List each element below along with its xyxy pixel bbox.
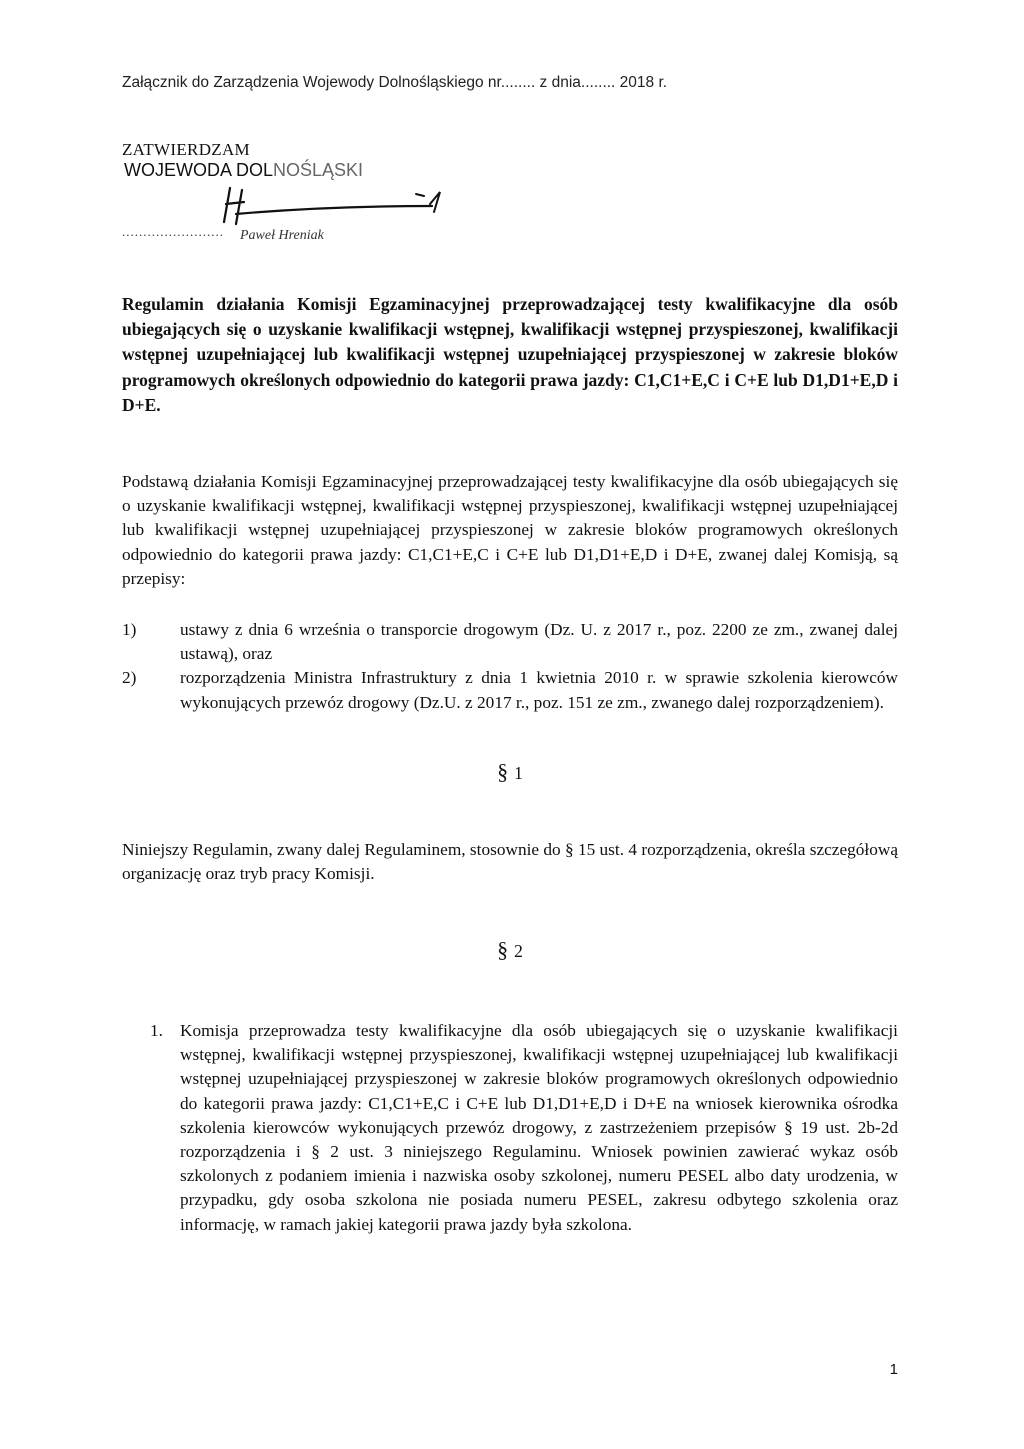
list-item bbox=[122, 618, 898, 666]
section-heading-1 bbox=[122, 760, 898, 785]
intro-paragraph: Podstawą działania Komisji Egzaminacyjnej przeprowadzającej testy kwalifikacyjne dla osób ubiegających się o uzyskanie kwalifikacji wstępnej, kwalifikacji wstępnej przyspieszonej, kwalifikacji wstępnej uzupełniającej lub kwalifikacji wstępnej uzupełniającej przyspieszonej w zakresie bloków programowych określonych odpowiednio do kategorii prawa jazdy: C1,C1+E,C i C+E lub D1,D1+E,D i D+E, zwanej dalej Komisją, są przepisy: bbox=[122, 472, 898, 588]
section-number: 1 bbox=[514, 763, 523, 783]
voivode-stamp bbox=[124, 160, 363, 181]
legal-basis-list bbox=[122, 618, 898, 715]
list-item-number: 1) bbox=[122, 620, 137, 639]
section-1-paragraph: Niniejszy Regulamin, zwany dalej Regulaminem, stosownie do § 15 ust. 4 rozporządzenia, określa szczegółową organizację oraz tryb pracy Komisji. bbox=[122, 840, 898, 884]
list-item-text: ustawy z dnia 6 września o transporcie drogowym (Dz. U. z 2017 r., poz. 2200 ze zm., zwanej dalej ustawą), oraz bbox=[180, 620, 898, 664]
section-symbol: § bbox=[497, 937, 509, 962]
stamp-text-faded: NOŚLĄSKI bbox=[273, 160, 364, 180]
section-heading-2 bbox=[122, 938, 898, 963]
list-item bbox=[122, 1019, 898, 1237]
section-2-list bbox=[122, 1019, 898, 1237]
document-title: Regulamin działania Komisji Egzaminacyjnej przeprowadzającej testy kwalifikacyjne dla osób ubiegających się o uzyskanie kwalifikacji wstępnej, kwalifikacji wstępnej przyspieszonej, kwalifikacji wstępnej uzupełniającej lub kwalifikacji wstępnej uzupełniającej przyspieszonej w zakresie bloków programowych określonych odpowiednio do kategorii prawa jazdy: C1,C1+E,C i C+E lub D1,D1+E,D i D+E. bbox=[122, 294, 898, 415]
list-item-number: 1. bbox=[150, 1021, 163, 1040]
list-item bbox=[122, 666, 898, 714]
approval-label: ZATWIERDZAM bbox=[122, 140, 250, 159]
handwritten-signature bbox=[202, 182, 462, 230]
signer-name: Paweł Hreniak bbox=[240, 228, 324, 243]
page-number: 1 bbox=[889, 1361, 898, 1378]
list-item-text: rozporządzenia Ministra Infrastruktury z dnia 1 kwietnia 2010 r. w sprawie szkolenia kierowców wykonujących przewóz drogowy (Dz.U. z 2017 r., poz. 151 ze zm., zwanego dalej rozporządzeniem). bbox=[180, 668, 898, 712]
attachment-header-note: Załącznik do Zarządzenia Wojewody Dolnośląskiego nr........ z dnia........ 2018 r. bbox=[122, 74, 668, 91]
section-number: 2 bbox=[514, 941, 523, 961]
stamp-text: WOJEWODA DOL bbox=[124, 160, 274, 180]
section-symbol: § bbox=[497, 759, 509, 784]
signature-dotted-line: ........................ bbox=[122, 224, 224, 239]
list-item-number: 2) bbox=[122, 668, 137, 688]
list-item-text: Komisja przeprowadza testy kwalifikacyjne dla osób ubiegających się o uzyskanie kwalifikacji wstępnej, kwalifikacji wstępnej przyspieszonej, kwalifikacji wstępnej uzupełniającej lub kwalifikacji wstępnej uzupełniającej przyspieszonej w zakresie bloków programowych określonych odpowiednio do kategorii prawa jazdy: C1,C1+E,C i C+E lub D1,D1+E,D i D+E na wniosek kierownika ośrodka szkolenia kierowców wykonujących przewóz drogowy, z zastrzeżeniem przepisów § 19 ust. 2b-2d rozporządzenia i § 2 ust. 3 niniejszego Regulaminu. Wniosek powinien zawierać wykaz osób szkolonych z podaniem imienia i nazwiska osoby szkolonej, numeru PESEL albo daty urodzenia, w przypadku, gdy osoba szkolona nie posiada numeru PESEL, zakresu odbytego szkolenia oraz informację, w ramach jakiej kategorii prawa jazdy była szkolona. bbox=[180, 1021, 898, 1234]
approval-block bbox=[122, 140, 462, 270]
